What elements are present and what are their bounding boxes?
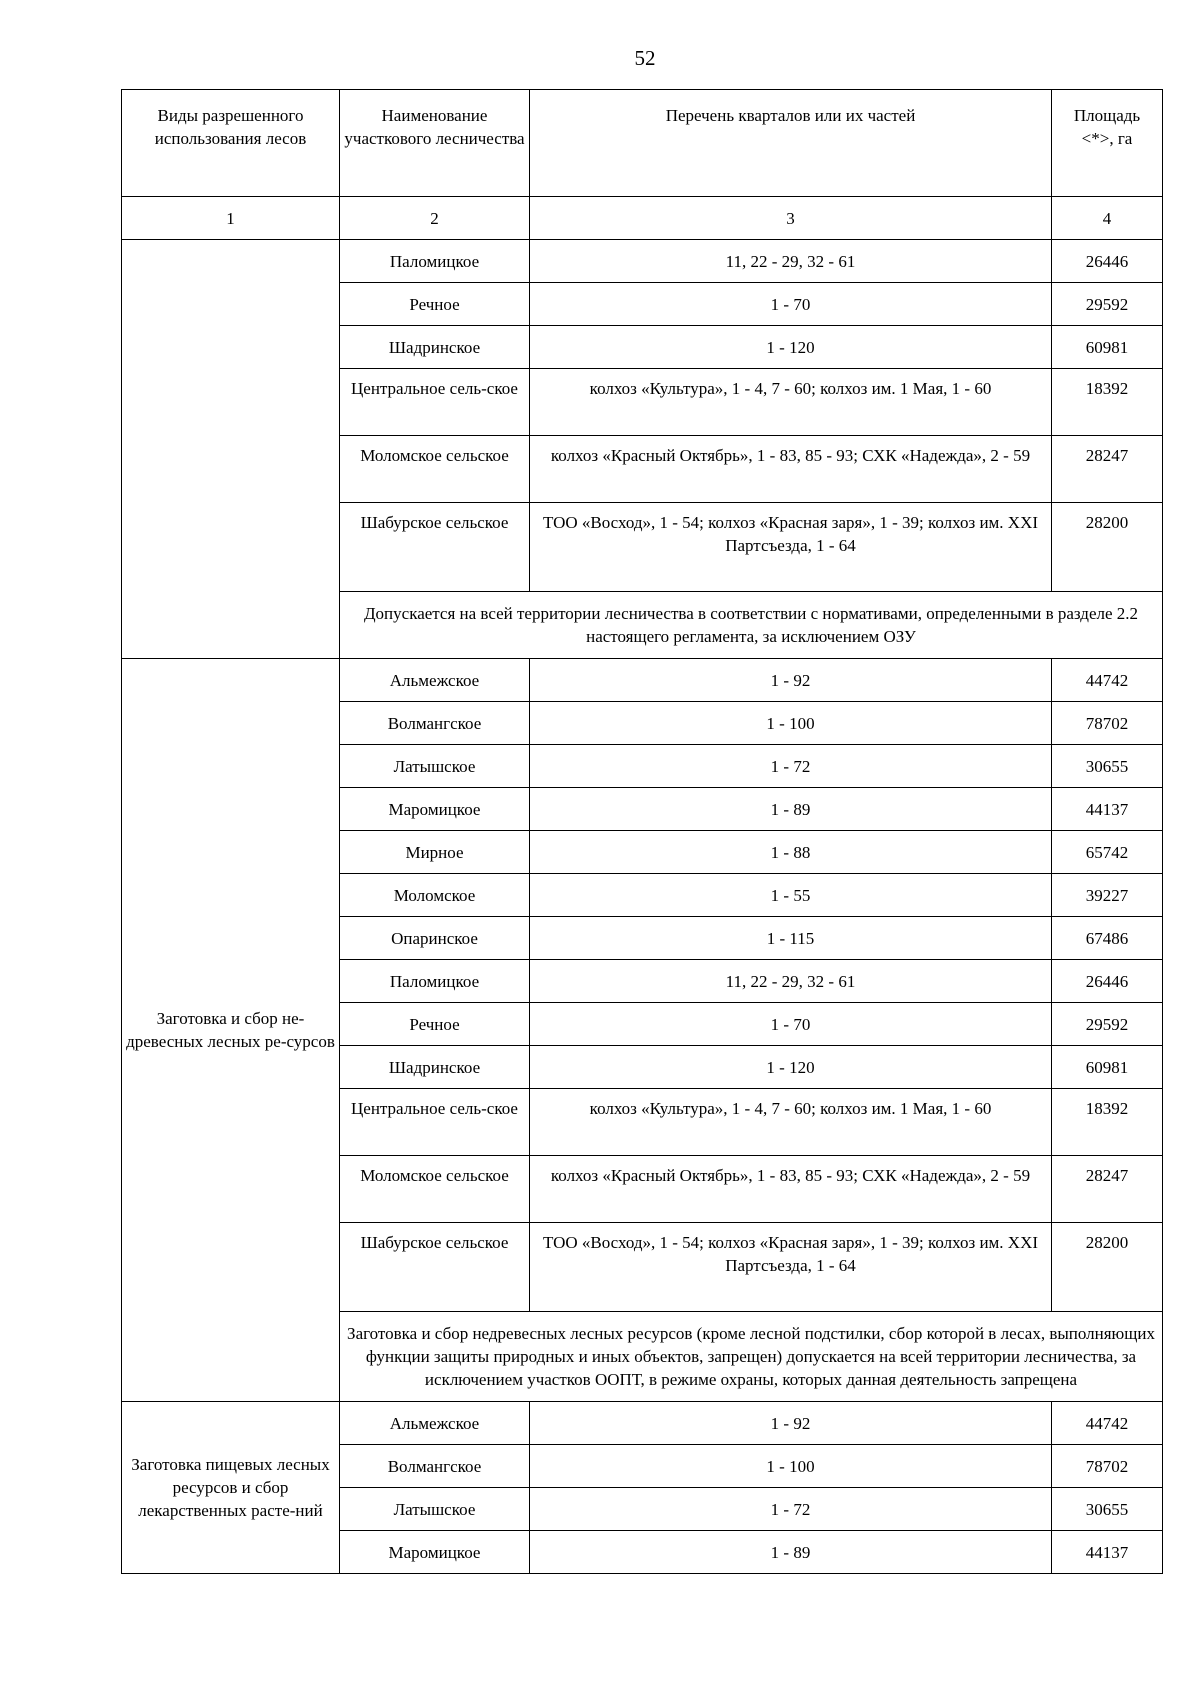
header-use-type: Виды разрешенного использования лесов xyxy=(122,90,340,197)
forestry-name-cell: Маромицкое xyxy=(340,788,530,831)
quarters-cell: 1 - 88 xyxy=(530,831,1052,874)
area-cell: 44742 xyxy=(1052,1402,1163,1445)
forestry-name-cell: Альмежское xyxy=(340,659,530,702)
column-number: 1 xyxy=(122,197,340,240)
forestry-name-cell: Речное xyxy=(340,283,530,326)
header-forestry-name: Наименование участкового лесничества xyxy=(340,90,530,197)
header-quarters: Перечень кварталов или их частей xyxy=(530,90,1052,197)
header-area: Площадь <*>, га xyxy=(1052,90,1163,197)
area-cell: 18392 xyxy=(1052,369,1163,436)
forestry-name-cell: Шадринское xyxy=(340,326,530,369)
column-number: 4 xyxy=(1052,197,1163,240)
page-number: 52 xyxy=(634,46,656,70)
quarters-cell: 11, 22 - 29, 32 - 61 xyxy=(530,960,1052,1003)
area-cell: 29592 xyxy=(1052,283,1163,326)
area-cell: 30655 xyxy=(1052,745,1163,788)
table-row xyxy=(122,659,1163,702)
quarters-cell: колхоз «Красный Октябрь», 1 - 83, 85 - 93; СХК «Надежда», 2 - 59 xyxy=(530,1156,1052,1223)
quarters-cell: 1 - 120 xyxy=(530,326,1052,369)
column-numbers-row xyxy=(122,197,1163,240)
area-cell: 18392 xyxy=(1052,1089,1163,1156)
forestry-name-cell: Мирное xyxy=(340,831,530,874)
quarters-cell: 1 - 100 xyxy=(530,702,1052,745)
area-cell: 28200 xyxy=(1052,1223,1163,1312)
quarters-cell: 1 - 72 xyxy=(530,1488,1052,1531)
quarters-cell: 1 - 92 xyxy=(530,659,1052,702)
forestry-name-cell: Альмежское xyxy=(340,1402,530,1445)
area-cell: 30655 xyxy=(1052,1488,1163,1531)
use-type-cell: Заготовка пищевых лесных ресурсов и сбор лекарственных расте-ний xyxy=(122,1402,340,1574)
forestry-name-cell: Моломское сельское xyxy=(340,436,530,503)
note-cell: Допускается на всей территории лесничества в соответствии с нормативами, определенными в разделе 2.2 настоящего регламента, за исключением ОЗУ xyxy=(340,592,1163,659)
table-row xyxy=(122,240,1163,283)
forestry-name-cell: Волмангское xyxy=(340,702,530,745)
area-cell: 78702 xyxy=(1052,702,1163,745)
area-cell: 44742 xyxy=(1052,659,1163,702)
header-row xyxy=(122,90,1163,197)
forestry-name-cell: Паломицкое xyxy=(340,240,530,283)
use-type-cell xyxy=(122,240,340,659)
area-cell: 44137 xyxy=(1052,788,1163,831)
quarters-cell: 1 - 92 xyxy=(530,1402,1052,1445)
quarters-cell: 11, 22 - 29, 32 - 61 xyxy=(530,240,1052,283)
area-cell: 60981 xyxy=(1052,326,1163,369)
forestry-name-cell: Опаринское xyxy=(340,917,530,960)
forestry-name-cell: Моломское xyxy=(340,874,530,917)
area-cell: 60981 xyxy=(1052,1046,1163,1089)
table-row xyxy=(122,1402,1163,1445)
quarters-cell: 1 - 70 xyxy=(530,283,1052,326)
area-cell: 28200 xyxy=(1052,503,1163,592)
forestry-name-cell: Моломское сельское xyxy=(340,1156,530,1223)
quarters-cell: 1 - 72 xyxy=(530,745,1052,788)
forestry-name-cell: Центральное сель-ское xyxy=(340,369,530,436)
quarters-cell: колхоз «Культура», 1 - 4, 7 - 60; колхоз им. 1 Мая, 1 - 60 xyxy=(530,1089,1052,1156)
forestry-name-cell: Волмангское xyxy=(340,1445,530,1488)
quarters-cell: 1 - 115 xyxy=(530,917,1052,960)
area-cell: 28247 xyxy=(1052,436,1163,503)
area-cell: 78702 xyxy=(1052,1445,1163,1488)
quarters-cell: колхоз «Культура», 1 - 4, 7 - 60; колхоз им. 1 Мая, 1 - 60 xyxy=(530,369,1052,436)
area-cell: 67486 xyxy=(1052,917,1163,960)
quarters-cell: 1 - 55 xyxy=(530,874,1052,917)
regulation-table xyxy=(121,89,1163,1574)
area-cell: 39227 xyxy=(1052,874,1163,917)
area-cell: 65742 xyxy=(1052,831,1163,874)
area-cell: 26446 xyxy=(1052,960,1163,1003)
forestry-name-cell: Центральное сель-ское xyxy=(340,1089,530,1156)
forestry-name-cell: Шабурское сельское xyxy=(340,503,530,592)
quarters-cell: ТОО «Восход», 1 - 54; колхоз «Красная заря», 1 - 39; колхоз им. XXI Партсъезда, 1 - 64 xyxy=(530,503,1052,592)
column-number: 3 xyxy=(530,197,1052,240)
forestry-name-cell: Маромицкое xyxy=(340,1531,530,1574)
area-cell: 44137 xyxy=(1052,1531,1163,1574)
forestry-name-cell: Латышское xyxy=(340,745,530,788)
quarters-cell: 1 - 120 xyxy=(530,1046,1052,1089)
quarters-cell: колхоз «Красный Октябрь», 1 - 83, 85 - 93; СХК «Надежда», 2 - 59 xyxy=(530,436,1052,503)
quarters-cell: ТОО «Восход», 1 - 54; колхоз «Красная заря», 1 - 39; колхоз им. XXI Партсъезда, 1 - 64 xyxy=(530,1223,1052,1312)
area-cell: 29592 xyxy=(1052,1003,1163,1046)
quarters-cell: 1 - 89 xyxy=(530,1531,1052,1574)
forestry-name-cell: Шабурское сельское xyxy=(340,1223,530,1312)
forestry-name-cell: Латышское xyxy=(340,1488,530,1531)
quarters-cell: 1 - 100 xyxy=(530,1445,1052,1488)
quarters-cell: 1 - 70 xyxy=(530,1003,1052,1046)
forestry-name-cell: Речное xyxy=(340,1003,530,1046)
forestry-name-cell: Паломицкое xyxy=(340,960,530,1003)
forestry-name-cell: Шадринское xyxy=(340,1046,530,1089)
note-cell: Заготовка и сбор недревесных лесных ресурсов (кроме лесной подстилки, сбор которой в лесах, выполняющих функции защиты природных и иных объектов, запрещен) допускается на всей территории лесничества, за исключением участков ООПТ, в режиме охраны, которых данная деятельность запрещена xyxy=(340,1312,1163,1402)
quarters-cell: 1 - 89 xyxy=(530,788,1052,831)
area-cell: 28247 xyxy=(1052,1156,1163,1223)
area-cell: 26446 xyxy=(1052,240,1163,283)
column-number: 2 xyxy=(340,197,530,240)
use-type-cell: Заготовка и сбор не-древесных лесных ре-сурсов xyxy=(122,659,340,1402)
